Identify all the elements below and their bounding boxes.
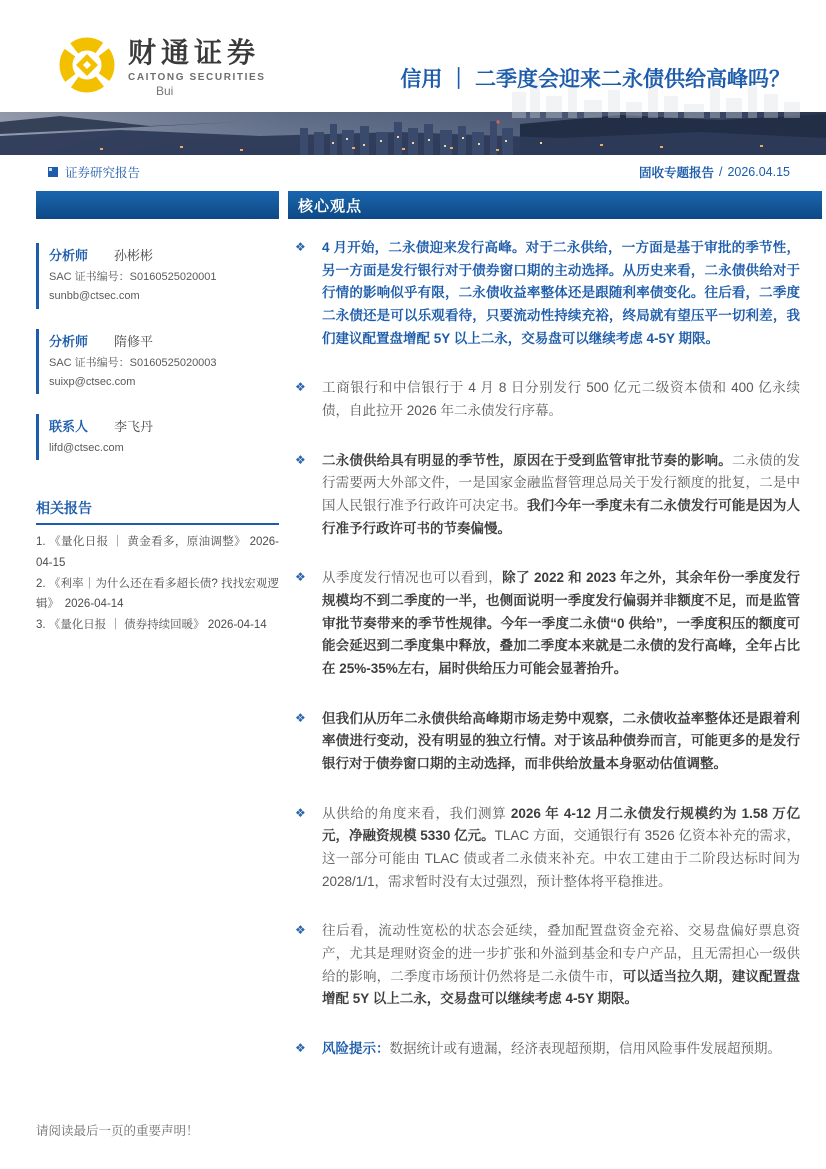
core-view-text xyxy=(322,377,800,422)
analyst-block xyxy=(36,243,279,309)
person-cert: SAC 证书编号：S0160525020001 xyxy=(49,271,217,283)
diamond-bullet-icon: ❖ xyxy=(295,570,306,585)
caitong-coin-icon xyxy=(58,36,116,94)
core-views-list xyxy=(288,237,822,1088)
city-skyline-banner xyxy=(0,112,826,155)
core-view-item xyxy=(288,567,800,680)
person-name: 李飞丹 xyxy=(114,419,154,434)
contact-block xyxy=(36,414,279,460)
person-email: sunbb@ctsec.com xyxy=(49,290,140,303)
analyst-list xyxy=(36,243,279,460)
person-header xyxy=(49,416,279,435)
related-reports-list xyxy=(36,532,279,635)
text-segment: 从季度发行情况也可以看到， xyxy=(322,570,503,586)
related-report-item: 2. 《利率｜为什么还在看多超长债? 找找宏观逻辑》 2026-04-14 xyxy=(36,577,279,611)
text-segment: TLAC 方面，交通银行有 3526 亿资本补充的需求，这一部分可能由 TLAC 债或者二永债来补充。中农工建由于二阶段达标时间为 2028/1/1，需求暂时没有太过强烈，预计整体将平稳推进。 xyxy=(322,828,800,889)
person-role-label: 分析师 xyxy=(49,248,89,263)
text-segment: 数据统计或有遗漏，经济表现超预期，信用风险事件发展超预期。 xyxy=(389,1041,781,1057)
report-date: 2026.04.15 xyxy=(727,165,790,179)
core-view-item xyxy=(288,1038,800,1061)
related-report-item: 3. 《量化日报 ｜ 债券持续回暖》 2026-04-14 xyxy=(36,619,267,631)
person-role-label: 联系人 xyxy=(49,419,89,434)
person-email: suixp@ctsec.com xyxy=(49,375,136,388)
report-meta-row xyxy=(0,155,826,187)
logo-print-artifact: Bui xyxy=(156,84,174,98)
core-views-header-bar xyxy=(288,191,822,219)
core-view-item xyxy=(288,803,800,894)
core-view-text xyxy=(322,1038,800,1061)
text-segment: 我们今年一季度未有二永债发行可能是因为人行准予行政许可书的节奏偏慢。 xyxy=(322,498,801,536)
person-name: 隋修平 xyxy=(114,333,154,349)
text-segment: 但我们从历年二永债供给高峰期市场走势中观察，二永债收益率整体还是跟着利率债进行变动，没有明显的独立行情。对于该品种债券而言，可能更多的是发行银行对于债券窗口期的主动选择，而非供给放量本身驱动估值调整。 xyxy=(322,710,800,772)
core-views-title: 核心观点 xyxy=(298,197,363,215)
text-segment: 二永债供给具有明显的季节性，原因在于受到监管审批节奏的影响。 xyxy=(322,452,732,468)
core-view-text xyxy=(322,920,800,1011)
core-view-text xyxy=(322,237,800,350)
report-header xyxy=(0,0,826,112)
core-view-text xyxy=(322,567,800,680)
person-name: 孙彬彬 xyxy=(114,248,154,263)
person-header xyxy=(49,331,279,350)
text-segment: 可以适当拉久期，建议配置盘增配 5Y 以上二永，交易盘可以继续考虑 4-5Y 期限。 xyxy=(322,968,801,1007)
meta-separator: / xyxy=(718,165,723,179)
core-view-item xyxy=(288,377,800,422)
core-view-item xyxy=(288,708,800,776)
report-type xyxy=(48,163,140,181)
diamond-bullet-icon: ❖ xyxy=(295,452,306,467)
core-view-item xyxy=(288,237,800,350)
sidebar-header-bar xyxy=(36,191,279,219)
text-segment: 二永债的发行需要两大外部文件，一是国家金融监督管理总局关于发行额度的批复，二是中国人民银行准予行政许可决定书。 xyxy=(322,452,801,514)
core-view-text xyxy=(322,450,800,541)
report-title: 信用 ｜ 二季度会迎来二永债供给高峰吗？ xyxy=(400,68,790,91)
text-segment: 往后看，流动性宽松的状态会延续，叠加配置盘资金充裕、交易盘偏好票息资产，尤其是理财资金的进一步扩张和外溢到基金和专户产品，且无需担心一级供给的影响，二季度市场预计仍然将是二永债牛市， xyxy=(322,923,800,984)
content-columns xyxy=(0,187,826,1121)
related-reports-title: 相关报告 xyxy=(36,498,279,525)
text-segment: 从供给的角度来看，我们测算 xyxy=(322,805,511,821)
core-view-item xyxy=(288,450,800,541)
report-type-label: 证券研究报告 xyxy=(65,166,141,180)
person-email: lifd@ctsec.com xyxy=(49,442,124,454)
disclaimer-text: 请阅读最后一页的重要声明！ xyxy=(36,1124,199,1138)
report-category-date xyxy=(639,163,790,181)
text-segment: 工商银行和中信银行于 4 月 8 日分别发行 500 亿元二级资本债和 400 亿永续债，自此拉开 2026 年二永债发行序幕。 xyxy=(322,380,800,419)
text-segment: 2026 年 4-12 月二永债发行规模约为 1.58 万亿元，净融资规模 5330 亿元。 xyxy=(322,805,800,844)
diamond-bullet-icon: ❖ xyxy=(295,710,306,725)
core-view-text xyxy=(322,803,800,894)
text-segment: 风险提示： xyxy=(322,1041,390,1057)
page-footer xyxy=(0,1121,826,1169)
report-square-icon xyxy=(48,167,58,177)
diamond-bullet-icon: ❖ xyxy=(295,380,306,395)
diamond-bullet-icon: ❖ xyxy=(295,1041,306,1056)
logo-english-name: CAITONG SECURITIES xyxy=(128,71,266,83)
text-segment: 4 月开始，二永债迎来发行高峰。对于二永供给，一方面是基于审批的季节性，另一方面是发行银行对于债券窗口期的主动选择。从历史来看，二永债供给对于行情的影响似乎有限，二永债收益率整体还是跟随利率债变化。往后看，二季度二永债还是可以乐观看待，只要流动性持续充裕，终局就有望压平一切利差，我们建议配置盘增配 5Y 以上二永，交易盘可以继续考虑 4-5Y 期限。 xyxy=(322,240,800,346)
diamond-bullet-icon: ❖ xyxy=(295,240,306,254)
report-category: 固收专题报告 xyxy=(638,166,714,180)
related-report-item: 1. 《量化日报 ｜ 黄金看多，原油调整》 2026-04-15 xyxy=(36,536,279,569)
core-view-item xyxy=(288,920,800,1011)
text-segment: 除了 2022 和 2023 年之外，其余年份一季度发行规模均不到二季度的一半，也侧面说明一季度发行偏弱并非额度不足，而是监管审批节奏带来的季节性规律。今年一季度二永债“0 供给”，一季度积压的额度可能会延迟到二季度集中释放，叠加二季度本来就是二永债的发行高峰，全年占比在 25%-35%左右，届时供给压力可能会显著抬升。 xyxy=(322,570,800,677)
person-cert: SAC 证书编号：S0160525020003 xyxy=(49,356,217,369)
company-logo xyxy=(58,36,266,98)
person-header xyxy=(49,245,279,264)
logo-chinese-name: 财通证券 xyxy=(128,37,261,68)
person-role-label: 分析师 xyxy=(49,333,89,349)
analyst-block xyxy=(36,329,279,395)
core-view-text xyxy=(322,708,800,776)
sidebar xyxy=(36,191,279,1121)
related-reports xyxy=(36,498,279,635)
main-content xyxy=(288,191,822,1121)
diamond-bullet-icon: ❖ xyxy=(295,805,306,820)
diamond-bullet-icon: ❖ xyxy=(295,923,306,938)
